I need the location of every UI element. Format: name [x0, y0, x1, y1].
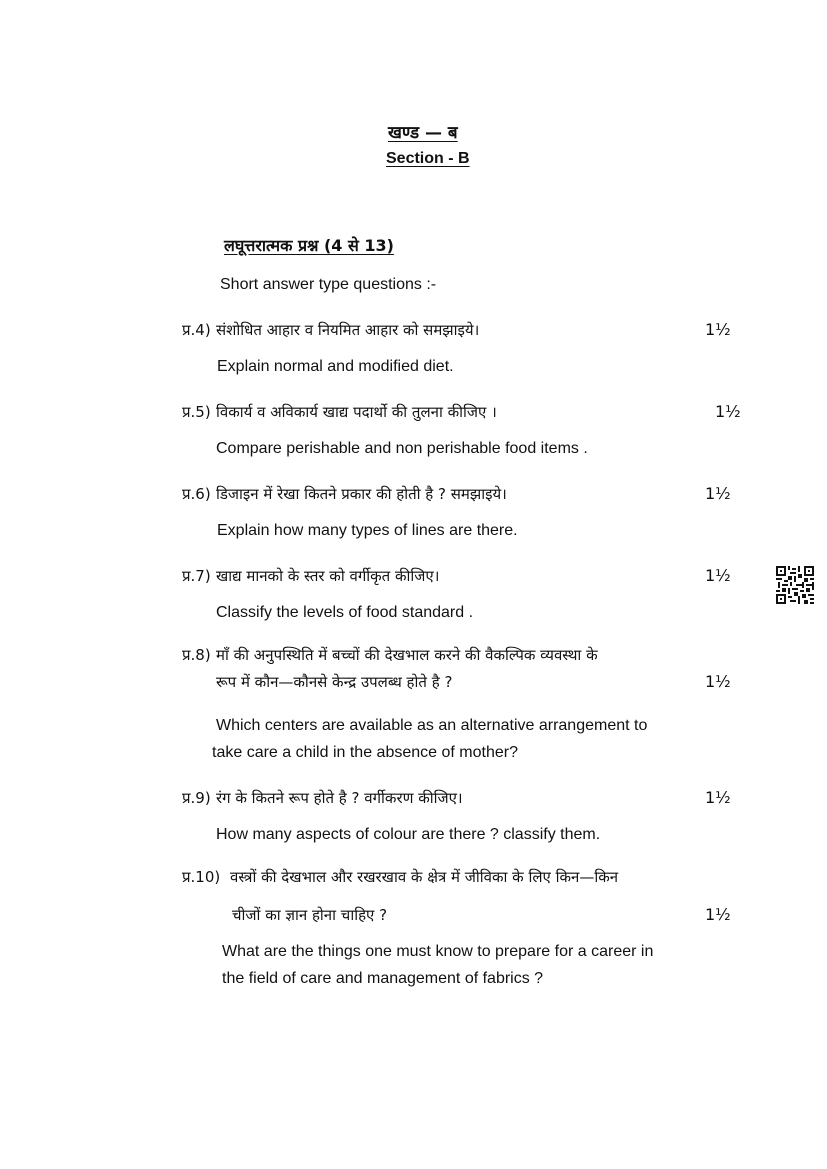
short-answer-heading-hindi: लघूत्तरात्मक प्रश्न (4 से 13): [224, 236, 394, 255]
question-hindi: माँ की अनुपस्थिति में बच्चों की देखभाल करने की वैकल्पिक व्यवस्था के: [216, 646, 598, 664]
question-english: Classify the levels of food standard .: [216, 604, 474, 621]
question-english: Explain normal and modified diet.: [217, 358, 454, 375]
question-hindi: खाद्य मानको के स्तर को वर्गीकृत कीजिए।: [216, 567, 440, 585]
question-hindi: वस्त्रों की देखभाल और रखरखाव के क्षेत्र में जीविका के लिए किन—किन: [230, 868, 619, 886]
question-number: प्र.8): [182, 646, 211, 664]
question-english: Explain how many types of lines are there.: [217, 522, 518, 539]
question-english: What are the things one must know to prepare for a career in: [222, 943, 654, 960]
question-marks: 1½: [705, 672, 731, 691]
question-number: प्र.7): [182, 567, 211, 585]
question-english: Which centers are available as an alternative arrangement to: [216, 717, 648, 734]
question-hindi: रूप में कौन—कौनसे केन्द्र उपलब्ध होते है ?: [216, 673, 453, 691]
question-hindi: चीजों का ज्ञान होना चाहिए ?: [232, 906, 388, 924]
question-hindi: डिजाइन में रेखा कितने प्रकार की होती है ? समझाइये।: [216, 485, 507, 503]
section-title-hindi: खण्ड — ब: [388, 123, 458, 143]
question-english: How many aspects of colour are there ? classify them.: [216, 826, 601, 843]
question-number: प्र.10): [182, 868, 221, 886]
question-marks: 1½: [705, 566, 731, 585]
question-hindi: संशोधित आहार व नियमित आहार को समझाइये।: [216, 321, 480, 339]
question-hindi: रंग के कितने रूप होते है ? वर्गीकरण कीजिए।: [216, 789, 463, 807]
short-answer-heading-english: Short answer type questions :-: [220, 276, 437, 293]
question-english: the field of care and management of fabrics ?: [222, 970, 544, 987]
section-title-english: Section - B: [386, 150, 470, 167]
question-number: प्र.9): [182, 789, 211, 807]
question-number: प्र.4): [182, 321, 211, 339]
question-marks: 1½: [705, 320, 731, 339]
question-number: प्र.6): [182, 485, 211, 503]
qr-code-icon: [776, 566, 814, 604]
question-hindi: विकार्य व अविकार्य खाद्य पदार्थो की तुलना कीजिए ।: [216, 403, 497, 421]
question-marks: 1½: [705, 905, 731, 924]
question-number: प्र.5): [182, 403, 211, 421]
question-marks: 1½: [705, 484, 731, 503]
question-english: take care a child in the absence of mother?: [212, 744, 518, 761]
question-marks: 1½: [715, 402, 741, 421]
question-english: Compare perishable and non perishable food items .: [216, 440, 588, 457]
question-marks: 1½: [705, 788, 731, 807]
